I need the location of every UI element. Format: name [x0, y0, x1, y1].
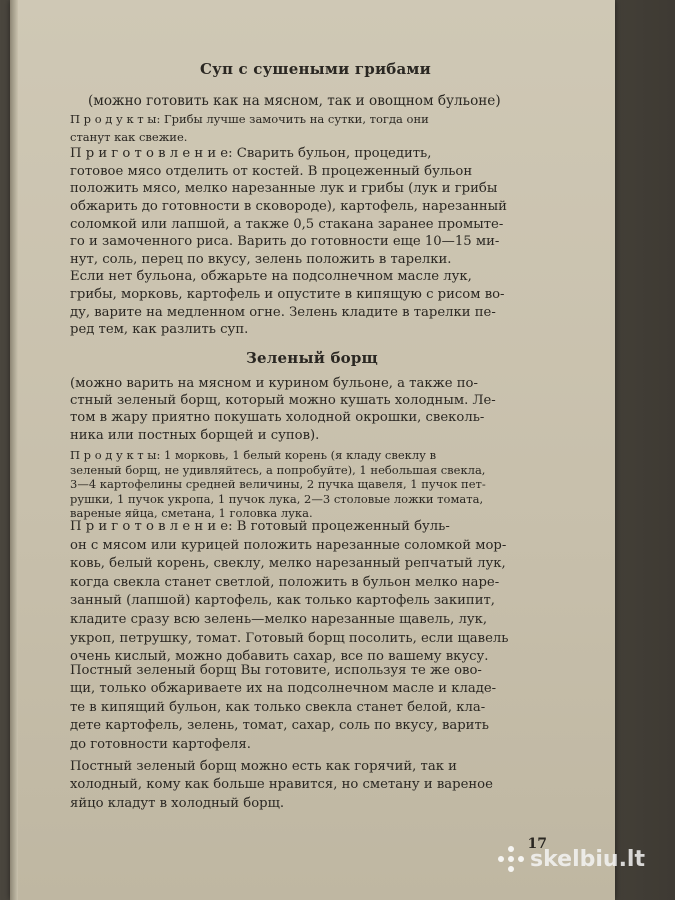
section2-serving: [70, 758, 610, 818]
line-text: ред тем, как разлить суп.: [70, 322, 249, 338]
line-text: до готовности картофеля.: [70, 736, 251, 752]
line-text: (можно варить на мясном и курином бульоне, а также по-: [70, 376, 478, 391]
line-text: щи, только обжариваете их на подсолнечном масле и кладе-: [70, 681, 497, 697]
watermark-dots-icon: [498, 846, 524, 872]
line-text: ковь, белый корень, свеклу, мелко нарезанный репчатый лук,: [70, 556, 506, 572]
line-text: Постный зеленый борщ Вы готовите, используя те же ово-: [70, 663, 482, 678]
line-text: укроп, петрушку, томат. Готовый борщ посолить, если щавель: [70, 630, 509, 646]
watermark: [498, 846, 645, 872]
text-line: [70, 555, 506, 573]
line-text: соломкой или лапшой, а также 0,5 стакана заранее промыте-: [70, 216, 504, 232]
book-page: [10, 0, 615, 900]
section2-intro: [70, 375, 610, 450]
line-text: том в жару приятно покушать холодной окрошки, свеколь-: [70, 410, 485, 426]
text-line: [70, 736, 251, 754]
text-line: [70, 518, 450, 536]
line-text: станут как свежие.: [70, 129, 188, 144]
line-text: готовое мясо отделить от костей. В процеженный бульон: [70, 163, 473, 179]
line-lead: П р и г о т о в л е н и е:: [70, 146, 233, 162]
text-line: [70, 630, 508, 648]
text-line: [70, 198, 507, 216]
line-lead: П р о д у к т ы:: [70, 112, 161, 126]
text-line: [70, 251, 451, 269]
section2-products: [70, 446, 610, 521]
line-lead: П р и г о т о в л е н и е:: [70, 519, 233, 534]
line-text: нут, соль, перец по вкусу, зелень положить в тарелки.: [70, 251, 452, 267]
watermark-text: skelbiu.lt: [530, 846, 645, 872]
line-lead: П р о д у к т ы:: [70, 448, 161, 462]
line-text: холодный, кому как больше нравится, но сметану и вареное: [70, 777, 493, 793]
page-fold-shadow: [10, 0, 18, 900]
text-line: [70, 537, 506, 555]
line-text: стный зеленый борщ, который можно кушать холодным. Ле-: [70, 393, 496, 409]
text-line: [70, 216, 503, 234]
text-line: [70, 758, 457, 776]
text-line: [70, 180, 497, 198]
text-line: [70, 375, 478, 393]
line-text: зеленый борщ, не удивляйтесь, а попробуйте), 1 небольшая свекла,: [70, 462, 486, 477]
line-text: занный (лапшой) картофель, как только картофель закипит,: [70, 593, 495, 609]
text-line: [70, 611, 487, 629]
line-text: В готовый процеженный буль-: [232, 519, 450, 534]
text-line: [70, 717, 489, 735]
text-line: [70, 145, 431, 163]
line-text: положить мясо, мелко нарезанные лук и грибы (лук и грибы: [70, 181, 498, 197]
text-line: [70, 795, 284, 813]
section1-title: Суп с сушеными грибами: [200, 60, 431, 78]
text-line: [70, 592, 495, 610]
line-text: дете картофель, зелень, томат, сахар, соль по вкусу, варить: [70, 718, 489, 734]
text-line: [70, 233, 499, 251]
text-line: [70, 427, 319, 445]
text-line: [70, 321, 248, 339]
line-text: обжарить до готовности в сковороде), картофель, нарезанный: [70, 199, 507, 214]
line-text: грибы, морковь, картофель и опустите в кипящую с рисом во-: [70, 287, 505, 302]
text-line: [70, 128, 187, 146]
text-line: [70, 304, 496, 322]
text-line: [70, 680, 496, 698]
line-text: те в кипящий бульон, как только свекла станет белой, кла-: [70, 699, 486, 715]
line-text: го и замоченного риса. Варить до готовности еще 10—15 ми-: [70, 234, 500, 250]
line-text: 1 морковь, 1 белый корень (я кладу свеклу в: [160, 448, 437, 462]
line-text: кладите сразу всю зелень—мелко нарезанные щавель, лук,: [70, 612, 488, 627]
line-text: Если нет бульона, обжарьте на подсолнечном масле лук,: [70, 269, 472, 285]
section2-lenten: [70, 662, 610, 757]
text-line: [70, 662, 482, 680]
line-text: Грибы лучше замочить на сутки, тогда они: [160, 112, 429, 126]
line-text: вареные яйца, сметана, 1 головка лука.: [70, 506, 313, 521]
text-line: [70, 776, 493, 794]
line-text: когда свекла станет светлой, положить в бульон мелко наре-: [70, 574, 500, 590]
line-text: 3—4 картофелины средней величины, 2 пучка щавеля, 1 пучок пет-: [70, 477, 486, 492]
section2-method: [70, 518, 610, 668]
text-line: [70, 163, 472, 181]
line-text: яйцо кладут в холодный борщ.: [70, 795, 285, 811]
line-text: он с мясом или курицей положить нарезанные соломкой мор-: [70, 537, 507, 553]
section1-body: [70, 110, 610, 340]
line-text: рушки, 1 пучок укропа, 1 пучок лука, 2—3 столовые ложки томата,: [70, 491, 484, 506]
text-line: [70, 110, 429, 128]
line-text: ду, варите на медленном огне. Зелень кладите в тарелки пе-: [70, 304, 496, 320]
text-line: [70, 574, 499, 592]
line-text: очень кислый, можно добавить сахар, все по вашему вкусу.: [70, 649, 489, 665]
line-text: Сварить бульон, процедить,: [232, 146, 432, 162]
text-line: [70, 392, 496, 410]
text-line: [70, 268, 472, 286]
page-number: 17: [527, 836, 547, 852]
section1-subtitle: (можно готовить как на мясном, так и овощном бульоне): [88, 93, 501, 109]
text-line: [70, 699, 485, 717]
text-line: [70, 409, 484, 427]
line-text: ника или постных борщей и супов).: [70, 427, 320, 443]
section2-title: Зеленый борщ: [246, 349, 378, 367]
line-text: Постный зеленый борщ можно есть как горячий, так и: [70, 759, 457, 774]
text-line: [70, 286, 505, 304]
